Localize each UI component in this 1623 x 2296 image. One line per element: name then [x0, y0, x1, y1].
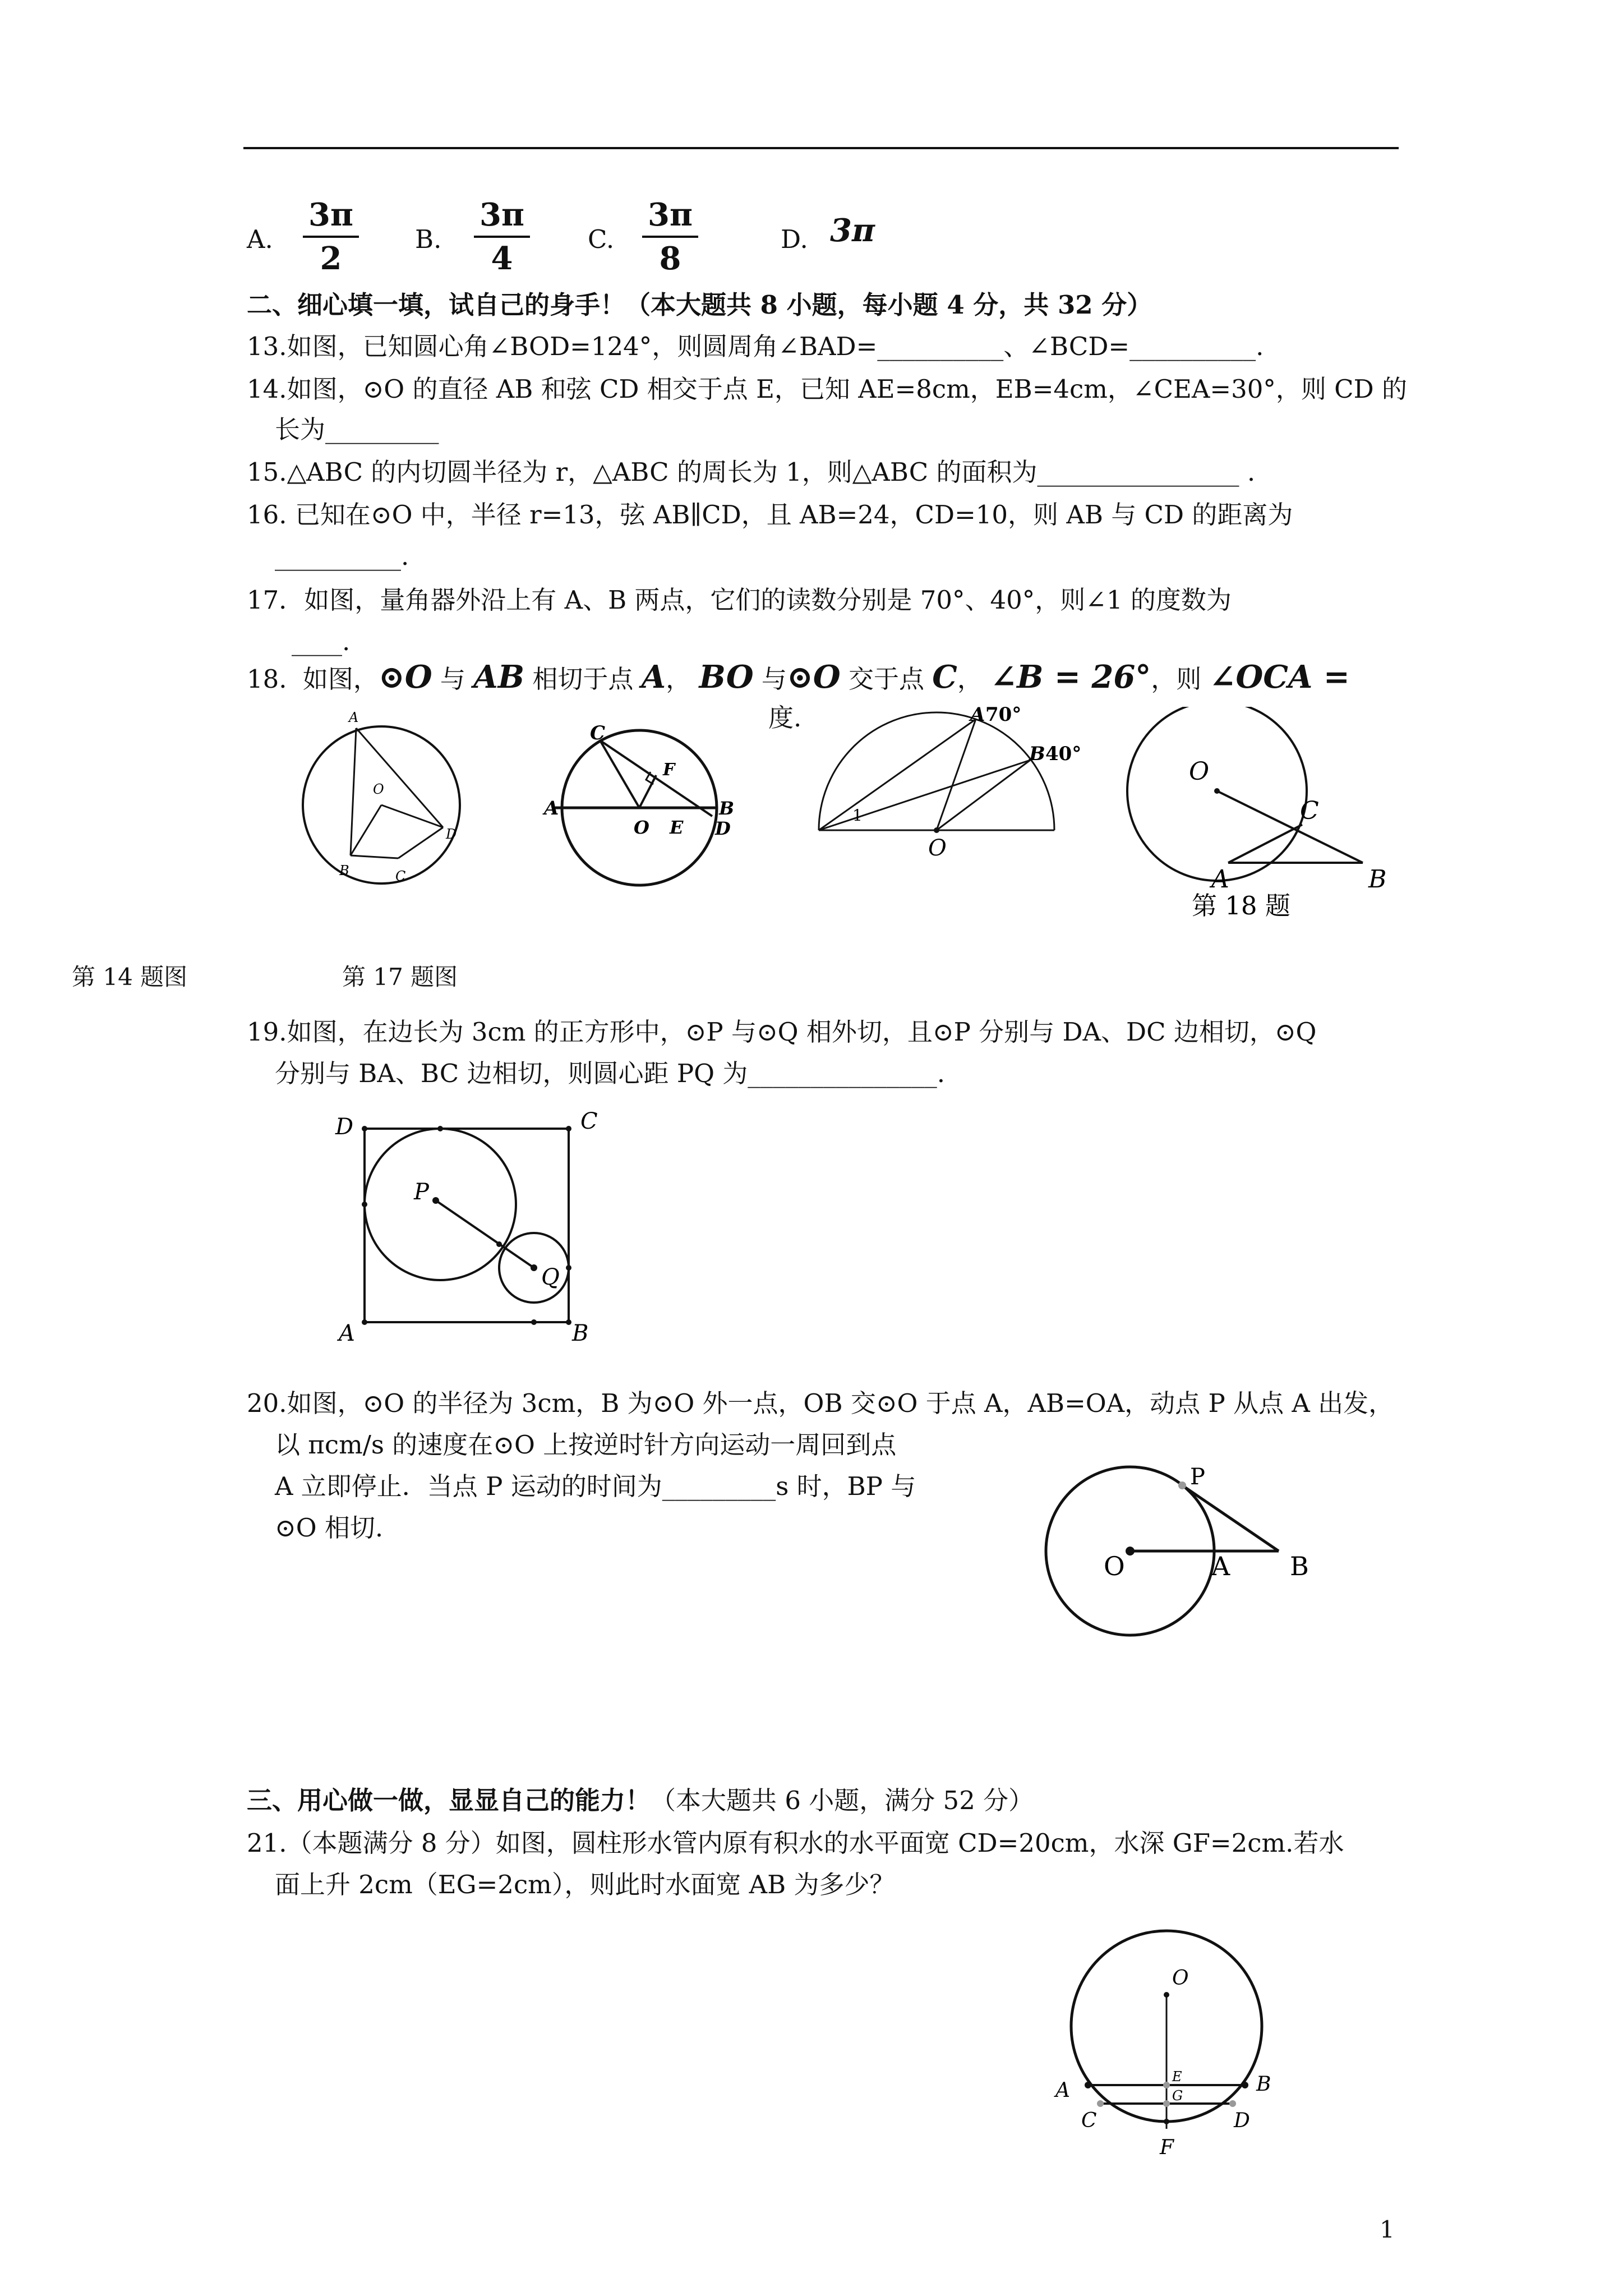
option-b-fraction: 3π 4	[474, 196, 530, 277]
option-c-fraction: 3π 8	[642, 196, 698, 277]
question-21-line1: 21.（本题满分 8 分）如图，圆柱形水管内原有积水的水平面宽 CD=20cm，水深 GF=2cm.若水	[247, 1828, 1344, 1858]
option-d-label: D.	[781, 224, 808, 254]
fig18-caption: 第 18 题	[1192, 891, 1290, 921]
figure-20	[1043, 1458, 1357, 1644]
question-14-line2: 长为_________	[275, 415, 439, 444]
fig18-label-c: C	[1300, 797, 1319, 825]
question-14-line1: 14.如图，⊙O 的直径 AB 和弦 CD 相交于点 E，已知 AE=8cm，EB=4cm，∠CEA=30°，则 CD 的	[247, 374, 1407, 404]
question-19-line1: 19.如图，在边长为 3cm 的正方形中，⊙P 与⊙Q 相外切，且⊙P 分别与 DA、DC 边相切，⊙Q	[247, 1017, 1317, 1047]
question-17-line2: ____.	[292, 627, 351, 656]
question-20-line3: A 立即停止．当点 P 运动的时间为_________s 时，BP 与	[275, 1471, 916, 1501]
fig14-label-c: C	[590, 724, 606, 744]
fig20-label-a: A	[1211, 1551, 1230, 1581]
fig18-label-a: A	[1211, 865, 1229, 894]
fig14-label-o: O	[634, 817, 649, 838]
question-20-line2: 以 πcm/s 的速度在⊙O 上按逆时针方向运动一周回到点	[275, 1430, 897, 1460]
fig21-label-f: F	[1160, 2136, 1174, 2159]
fig21-label-b: B	[1256, 2073, 1271, 2096]
fig17-label-b: B	[1029, 743, 1045, 765]
fig14-label-a: A	[544, 797, 559, 820]
fig17-value-a: 70°	[985, 704, 1022, 726]
fig19-label-a: A	[339, 1320, 355, 1346]
option-a-fraction: 3π 2	[303, 196, 359, 277]
fig14-label-b: B	[719, 798, 735, 819]
header-rule	[243, 147, 1399, 149]
section-2-title: 二、细心填一填，试自己的身手！（本大题共 8 小题，每小题 4 分，共 32 分）	[247, 290, 1152, 320]
caption-figure-14: 第 14 题图	[72, 963, 188, 991]
fig13-label-o: O	[373, 781, 384, 797]
fig13-label-d: D	[446, 826, 457, 842]
fig13-label-c: C	[395, 868, 406, 884]
question-18: 18. 如图，⊙O 与 AB 相切于点 A， BO 与⊙O 交于点 C， ∠B = 26°，则 ∠OCA =	[247, 659, 1350, 696]
fig17-label-1: 1	[852, 806, 863, 825]
fig19-label-c: C	[580, 1108, 598, 1134]
question-15: 15.△ABC 的内切圆半径为 r，△ABC 的周长为 1，则△ABC 的面积为________________ .	[247, 457, 1256, 487]
caption-figure-17: 第 17 题图	[342, 963, 458, 991]
fig18-label-b: B	[1368, 865, 1387, 894]
figure-14	[538, 724, 751, 898]
fig17-value-b: 40°	[1045, 743, 1082, 765]
question-20-line1: 20.如图，⊙O 的半径为 3cm，B 为⊙O 外一点，OB 交⊙O 于点 A，AB=OA，动点 P 从点 A 出发，	[247, 1388, 1394, 1418]
fig19-label-p: P	[414, 1179, 429, 1205]
question-13: 13.如图，已知圆心角∠BOD=124°，则圆周角∠BAD=__________、∠BCD=__________.	[247, 332, 1264, 361]
fig17-label-o: O	[928, 835, 947, 861]
fig21-label-e: E	[1172, 2069, 1182, 2085]
figure-21	[1032, 1918, 1290, 2165]
fig21-label-d: D	[1234, 2109, 1250, 2132]
fig13-label-b: B	[339, 863, 349, 878]
fig21-label-c: C	[1081, 2109, 1097, 2132]
question-17-line1: 17．如图，量角器外沿上有 A、B 两点，它们的读数分别是 70°、40°，则∠1 的度数为	[247, 585, 1232, 615]
fig21-label-a: A	[1055, 2079, 1070, 2102]
fig13-label-a: A	[349, 710, 359, 725]
fig18-label-o: O	[1189, 757, 1210, 786]
section-3-title: 三、用心做一做，显显自己的能力！（本大题共 6 小题，满分 52 分）	[247, 1786, 1034, 1815]
fig14-label-f: F	[663, 760, 675, 780]
fig14-label-d: D	[715, 818, 731, 839]
figure-13	[297, 704, 465, 889]
fig20-label-p: P	[1190, 1464, 1205, 1490]
page-number: 1	[1380, 2216, 1395, 2243]
question-21-line2: 面上升 2cm（EG=2cm），则此时水面宽 AB 为多少？	[275, 1870, 895, 1899]
figure-19	[325, 1099, 617, 1352]
fig21-label-o: O	[1172, 1967, 1189, 1990]
fig14-label-e: E	[670, 817, 684, 838]
figure-18	[1122, 707, 1413, 942]
question-16-line2: __________.	[275, 541, 409, 571]
option-b-label: B.	[415, 224, 442, 254]
fig20-label-b: B	[1290, 1551, 1309, 1581]
fig19-label-d: D	[335, 1114, 354, 1140]
option-c-label: C.	[588, 224, 615, 254]
fig19-label-b: B	[572, 1320, 589, 1346]
figure-17	[808, 704, 1122, 867]
question-18-tail: 度.	[768, 703, 802, 733]
option-d-value: 3π	[830, 212, 875, 249]
fig20-label-o: O	[1104, 1551, 1125, 1581]
fig21-label-g: G	[1172, 2088, 1183, 2104]
question-19-line2: 分别与 BA、BC 边相切，则圆心距 PQ 为_______________.	[275, 1059, 946, 1088]
question-20-line4: ⊙O 相切.	[275, 1513, 384, 1543]
fig19-label-q: Q	[541, 1264, 560, 1290]
option-a-label: A.	[247, 224, 273, 254]
fig17-label-a: A	[970, 704, 985, 726]
question-16-line1: 16. 已知在⊙O 中，半径 r=13，弦 AB∥CD，且 AB=24，CD=10，则 AB 与 CD 的距离为	[247, 500, 1293, 530]
